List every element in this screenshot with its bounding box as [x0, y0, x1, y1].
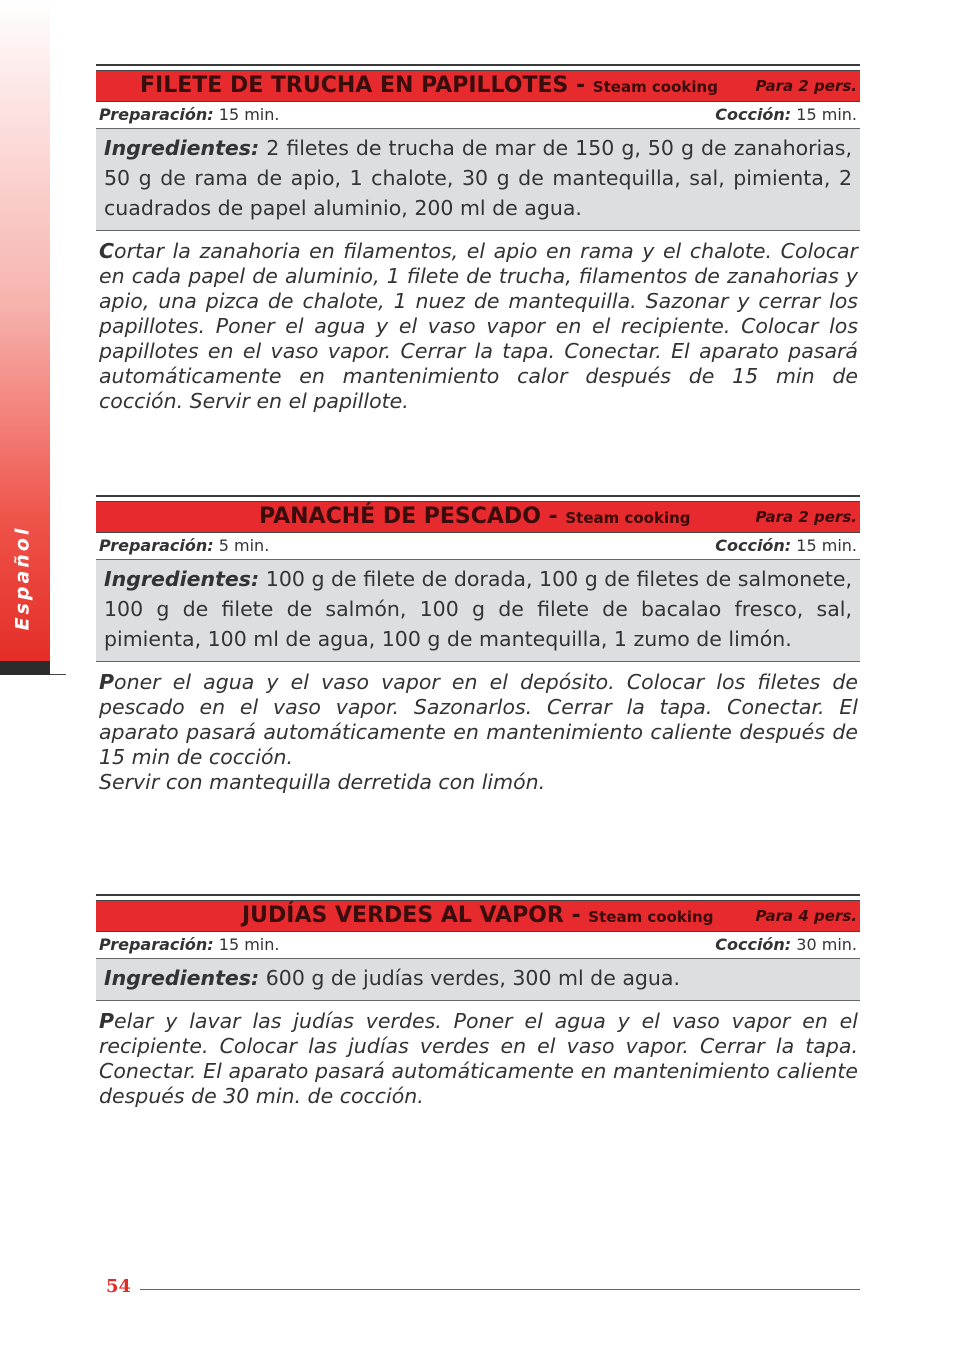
- prep-time: Preparación: 5 min.: [99, 536, 270, 555]
- recipe-title-bar: [96, 501, 860, 533]
- recipe-subtitle: Steam cooking: [565, 509, 691, 527]
- recipe-top-rule: [96, 894, 860, 896]
- language-label-wrap: [10, 522, 34, 634]
- recipe-title: FILETE DE TRUCHA EN PAPILLOTES - Steam cooking: [140, 73, 718, 98]
- recipe-top-rule: [96, 64, 860, 66]
- ingredients-text: 100 g de filete de dorada, 100 g de filetes de salmonete, 100 g de filete de salmón, 100 g de filete de bacalao fresco, sal, pimienta, 100 ml de agua, 100 g de mantequilla, 1 zumo de limón.: [104, 567, 852, 651]
- recipe-top-rule: [96, 495, 860, 497]
- recipe-panache: [96, 495, 860, 795]
- ingredients-text: 600 g de judías verdes, 300 ml de agua.: [259, 966, 680, 990]
- recipe-title: PANACHÉ DE PESCADO - Steam cooking: [259, 504, 691, 529]
- recipe-judias: [96, 894, 860, 1109]
- cook-time: Cocción: 15 min.: [715, 105, 857, 124]
- ingredients-label: Ingredientes:: [104, 966, 260, 990]
- prep-time: Preparación: 15 min.: [99, 935, 280, 954]
- page-number: 54: [106, 1276, 132, 1297]
- language-tab-base: [0, 661, 50, 675]
- recipe-subtitle: Steam cooking: [592, 78, 718, 96]
- method-text: Cortar la zanahoria en filamentos, el apio en rama y el chalote. Colocar en cada papel de aluminio, 1 filete de trucha, filamentos de zanahorias y apio, una pizca de chalote, 1 nuez de mantequilla. Sazonar y cerrar los papillotes. Poner el agua y el vaso vapor en el recipiente. Colocar los papillotes en el vaso vapor. Cerrar la tapa. Conectar. El aparato pasará automáticamente en mantenimiento calor después de 15 min de cocción. Servir en el papillote.: [99, 239, 858, 413]
- cook-time: Cocción: 15 min.: [715, 536, 857, 555]
- recipe-title-bar: [96, 900, 860, 932]
- ingredients-box: [96, 128, 860, 231]
- recipe-subtitle: Steam cooking: [588, 908, 714, 926]
- cook-time: Cocción: 30 min.: [715, 935, 857, 954]
- method-serving-note: Servir con mantequilla derretida con limón.: [99, 770, 546, 794]
- recipe-trucha: [96, 64, 860, 414]
- method-text: Pelar y lavar las judías verdes. Poner el agua y el vaso vapor en el recipiente. Colocar las judías verdes en el vaso vapor. Cerrar la tapa. Conectar. El aparato pasará automáticamente en mantenimiento caliente después de 30 min. de cocción.: [99, 1009, 858, 1108]
- recipe-servings: Para 2 pers.: [755, 77, 857, 95]
- method-text: Poner el agua y el vaso vapor en el depósito. Colocar los filetes de pescado en el vaso vapor. Sazonarlos. Cerrar la tapa. Conectar. El aparato pasará automáticamente en mantenimiento caliente después de 15 min de cocción. Servir con mantequilla derretida con limón.: [99, 670, 858, 794]
- prep-time: Preparación: 15 min.: [99, 105, 280, 124]
- recipe-servings: Para 2 pers.: [755, 508, 857, 526]
- ingredients-box: [96, 559, 860, 662]
- language-label: Español: [11, 525, 33, 631]
- ingredients-box: [96, 958, 860, 1001]
- language-tab-tick: [50, 674, 66, 675]
- recipe-servings: Para 4 pers.: [755, 907, 857, 925]
- ingredients-label: Ingredientes:: [104, 567, 260, 591]
- ingredients-label: Ingredientes:: [104, 136, 260, 160]
- recipe-times: [96, 102, 860, 128]
- recipe-times: [96, 533, 860, 559]
- recipe-title-bar: [96, 70, 860, 102]
- recipe-title: JUDÍAS VERDES AL VAPOR - Steam cooking: [242, 903, 714, 928]
- footer-rule: [140, 1289, 860, 1290]
- ingredients-text: 2 filetes de trucha de mar de 150 g, 50 g de zanahorias, 50 g de rama de apio, 1 chalote, 30 g de mantequilla, sal, pimienta, 2 cuadrados de papel aluminio, 200 ml de agua.: [104, 136, 852, 220]
- recipe-times: [96, 932, 860, 958]
